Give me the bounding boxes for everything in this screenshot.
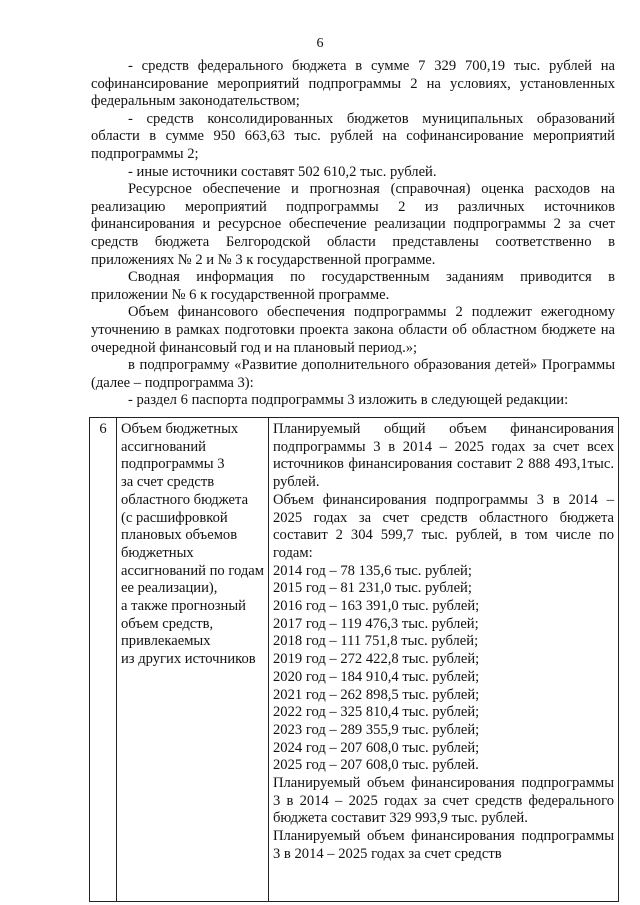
label-line: привлекаемых [121,633,211,650]
label-line: ее реализации), [121,580,218,597]
year-amount-line: 2024 год – 207 608,0 тыс. рублей; [272,739,480,756]
label-line: бюджетных [121,544,194,561]
year-amount-line: 2016 год – 163 391,0 тыс. рублей; [272,598,480,615]
row-content-cell [268,418,618,902]
paragraph-federal-funds: - средств федерального бюджета в сумме 7 329 700,19 тыс. рублей на софинансирование мероприятий подпрограммы 2 на условиях, установленных федеральным законодательством; [91,58,615,110]
label-line: за счет средств [121,474,215,491]
year-amount-line: 2021 год – 262 898,5 тыс. рублей; [272,686,480,703]
body-text [91,58,615,410]
year-amount-line: 2017 год – 119 476,3 тыс. рублей; [272,615,479,632]
passport-table [89,417,619,902]
other-financing-text: Планируемый объем финансирования подпрограммы 3 в 2014 – 2025 годах за счет средств [272,828,614,862]
paragraph-resource-provision: Ресурсное обеспечение и прогнозная (справочная) оценка расходов на реализацию мероприятий подпрограммы 2 из различных источников финансирования и ресурсное обеспечение реализации подпрограммы 2 за счет средств бюджета Белгородской области представлены соответственно в приложениях № 2 и № 3 к государственной программе. [91,181,615,268]
year-amount-line: 2018 год – 111 751,8 тыс. рублей; [272,633,479,650]
federal-financing-text: Планируемый объем финансирования подпрограммы 3 в 2014 – 2025 годах за счет средств федерального бюджета составит 329 993,9 тыс. рублей. [272,775,614,827]
year-amount-line: 2020 год – 184 910,4 тыс. рублей; [272,668,480,685]
year-amount-line: 2019 год – 272 422,8 тыс. рублей; [272,651,480,668]
year-amount-line: 2014 год – 78 135,6 тыс. рублей; [272,562,472,579]
paragraph-state-tasks: Сводная информация по государственным заданиям приводится в приложении № 6 к государственной программе. [91,269,615,303]
year-amount-line: 2023 год – 289 355,9 тыс. рублей; [272,721,480,738]
year-amount-line: 2022 год – 325 810,4 тыс. рублей; [272,704,480,721]
label-line: ассигнований [121,438,206,455]
paragraph-subprogram-3: в подпрограмму «Развитие дополнительного образования детей» Программы (далее – подпрограмма 3): [91,357,615,391]
regional-financing-text: Объем финансирования подпрограммы 3 в 2014 – 2025 годах за счет средств областного бюджета составит 2 304 599,7 тыс. рублей, в том числе по годам: [272,491,614,561]
label-line: ассигнований по годам [121,562,264,579]
year-amount-line: 2015 год – 81 231,0 тыс. рублей; [272,580,472,597]
total-financing-text: Планируемый общий объем финансирования подпрограммы 3 в 2014 – 2025 годах за счет всех источников финансирования составит 2 888 493,1тыс. рублей. [272,421,614,491]
year-amount-line: 2025 год – 207 608,0 тыс. рублей. [272,757,479,774]
label-line: Объем бюджетных [121,421,239,437]
page-number: 6 [316,36,324,51]
paragraph-municipal-funds: - средств консолидированных бюджетов муниципальных образований области в сумме 950 663,63 тыс. рублей на софинансирование мероприятий подпрограммы 2; [91,110,615,162]
paragraph-other-sources: - иные источники составят 502 610,2 тыс. рублей. [128,163,437,180]
label-line: подпрограммы 3 [121,456,225,473]
paragraph-annual-adjustment: Объем финансового обеспечения подпрограммы 2 подлежит ежегодному уточнению в рамках подготовки проекта закона области об областном бюджете на очередной финансовый год и на плановый период.»; [91,304,615,356]
label-line: а также прогнозный [121,598,246,615]
label-line: (с расшифровкой [121,509,228,526]
label-line: объем средств, [121,615,214,632]
label-line: из других источников [121,651,256,668]
paragraph-section-6: - раздел 6 паспорта подпрограммы 3 изложить в следующей редакции: [128,392,569,409]
row-number-cell: 6 [90,418,117,902]
label-line: областного бюджета [121,491,249,508]
table-row [90,418,619,902]
row-label-cell [117,418,269,902]
label-line: плановых объемов [121,527,238,544]
